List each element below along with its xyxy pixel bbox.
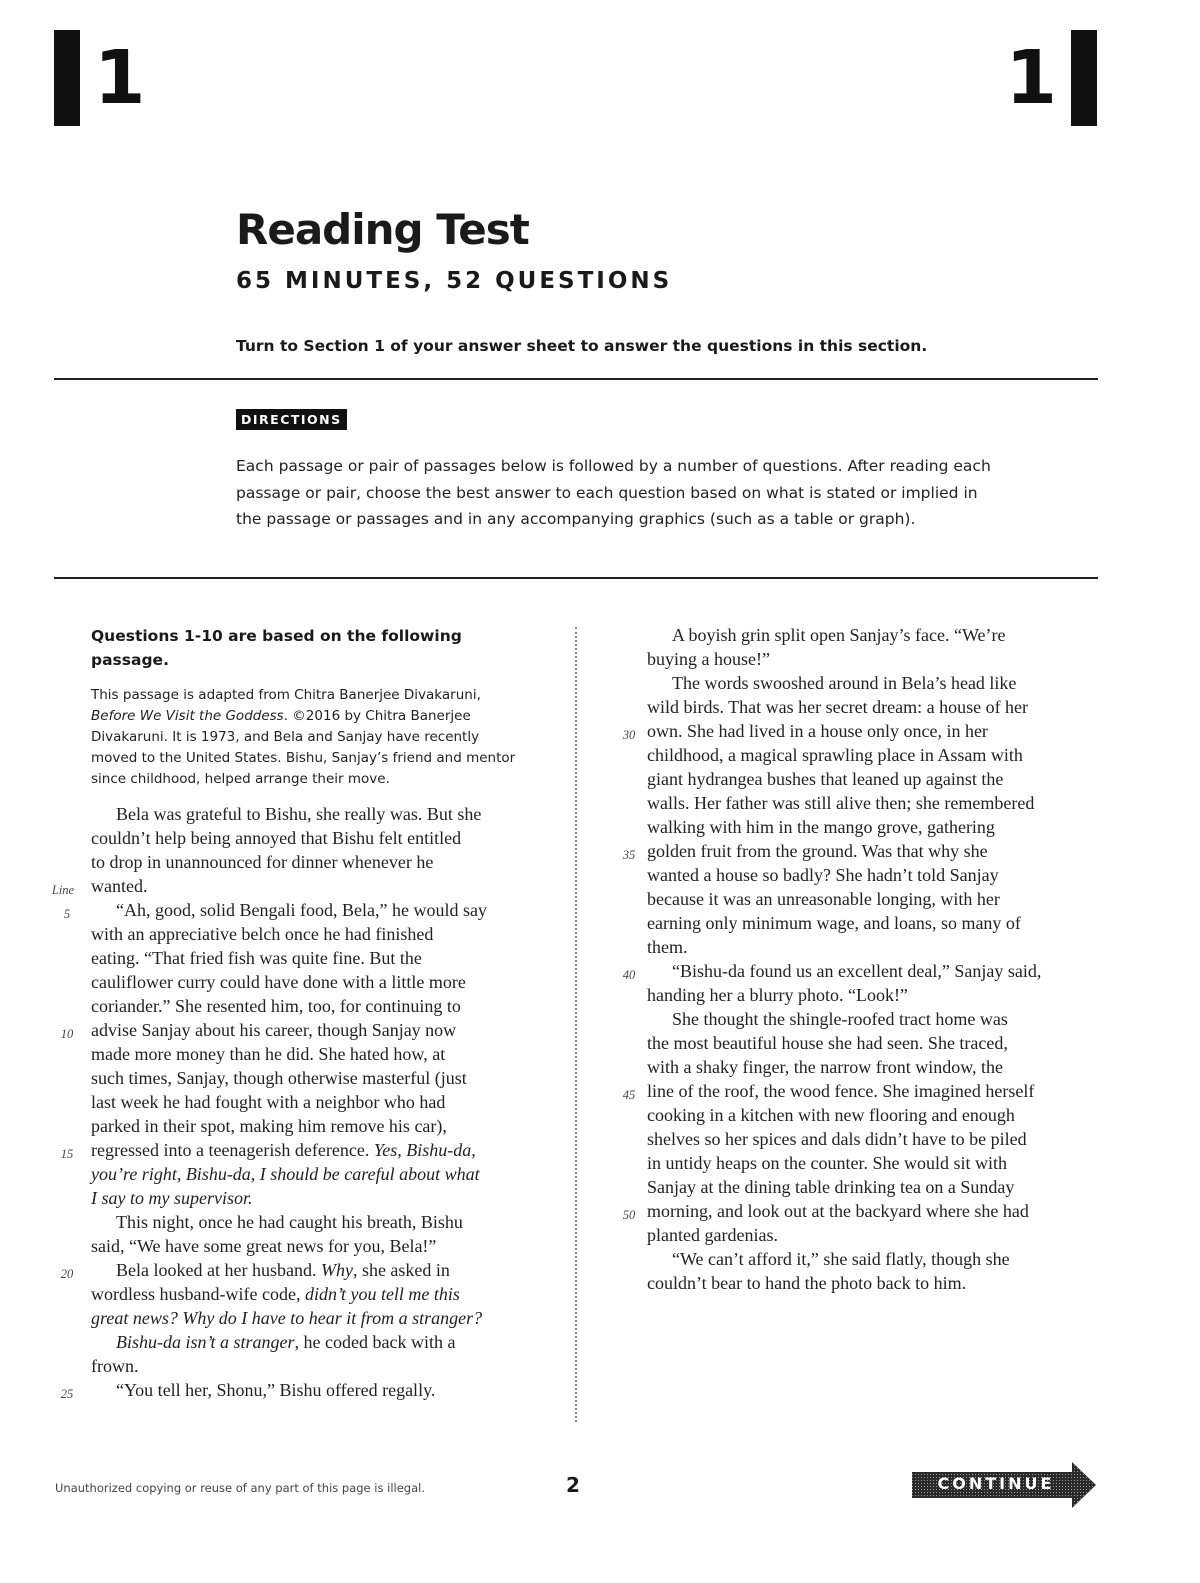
line-text: walls. Her father was still alive then; she remembered <box>647 793 1035 813</box>
line-text: golden fruit from the ground. Was that why she <box>647 841 988 861</box>
answer-sheet-instruction: Turn to Section 1 of your answer sheet to answer the questions in this section. <box>236 337 928 355</box>
passage-line <box>622 959 1107 983</box>
bottom-divider <box>54 577 1098 579</box>
line-number: 15 <box>60 1147 74 1161</box>
passage-line <box>647 1055 1107 1079</box>
passage-line <box>91 1210 551 1234</box>
line-text: said, “We have some great news for you, Bela!” <box>91 1236 437 1256</box>
source-text-before: This passage is adapted from Chitra Banerjee Divakaruni, <box>91 687 481 703</box>
passage-line <box>91 850 551 874</box>
section-bar-left <box>54 30 80 126</box>
passage-line <box>91 1234 551 1258</box>
passage-line <box>60 1138 551 1162</box>
line-text: The words swooshed around in Bela’s head like <box>672 673 1017 693</box>
passage-line <box>647 983 1107 1007</box>
line-text: wild birds. That was her secret dream: a house of her <box>647 697 1029 717</box>
line-text: Bela looked at her husband. <box>116 1260 321 1280</box>
passage-line <box>91 1282 551 1306</box>
continue-label: CONTINUE <box>937 1474 1055 1493</box>
section-bar-right <box>1071 30 1097 126</box>
section-marker-right <box>1006 30 1098 126</box>
line-text: last week he had fought with a neighbor who had <box>91 1092 446 1112</box>
passage-line <box>91 1186 551 1210</box>
line-text: with an appreciative belch once he had finished <box>91 924 434 944</box>
line-text: the most beautiful house she had seen. She traced, <box>647 1033 1008 1053</box>
passage-line <box>622 839 1107 863</box>
passage-line <box>622 719 1107 743</box>
passage-line <box>647 1151 1107 1175</box>
line-number: 45 <box>622 1088 636 1102</box>
line-text: , she asked in <box>352 1260 450 1280</box>
line-text: in untidy heaps on the counter. She would sit with <box>647 1153 1007 1173</box>
passage-line <box>647 1223 1107 1247</box>
passage-line <box>647 1247 1107 1271</box>
passage-line <box>647 767 1107 791</box>
line-number: 50 <box>622 1208 636 1222</box>
page-number: 2 <box>566 1473 580 1497</box>
line-text: childhood, a magical sprawling place in Assam with <box>647 745 1023 765</box>
test-timing: 65 MINUTES, 52 QUESTIONS <box>236 268 673 294</box>
line-text: coriander.” She resented him, too, for continuing to <box>91 996 461 1016</box>
passage-line <box>647 743 1107 767</box>
line-number: 35 <box>622 848 636 862</box>
line-text: giant hydrangea bushes that leaned up against the <box>647 769 1004 789</box>
passage-line <box>63 898 551 922</box>
passage-line <box>91 922 551 946</box>
passage-line <box>91 1306 551 1330</box>
line-italic-text: Bishu-da isn’t a stranger <box>116 1332 295 1352</box>
copyright-notice: Unauthorized copying or reuse of any part of this page is illegal. <box>55 1481 425 1495</box>
passage-line <box>647 1031 1107 1055</box>
line-text: buying a house!” <box>647 649 770 669</box>
line-text: She thought the shingle-roofed tract home was <box>672 1009 1008 1029</box>
line-text: , he coded back with a <box>294 1332 456 1352</box>
passage-line <box>647 911 1107 935</box>
source-book-title: Before We Visit the Goddess <box>91 708 284 724</box>
continue-arrow <box>912 1462 1096 1508</box>
passage-line <box>91 1330 551 1354</box>
line-text: “Ah, good, solid Bengali food, Bela,” he would say <box>116 900 487 920</box>
passage-line <box>622 1199 1107 1223</box>
line-text: Bela was grateful to Bishu, she really was. But she <box>116 804 482 824</box>
line-text: them. <box>647 937 688 957</box>
line-text: cooking in a kitchen with new flooring and enough <box>647 1105 1015 1125</box>
line-text: parked in their spot, making him remove his car), <box>91 1116 447 1136</box>
passage-line <box>51 874 551 898</box>
passage-line <box>647 1103 1107 1127</box>
line-text: to drop in unannounced for dinner whenever he <box>91 852 434 872</box>
passage-line <box>91 946 551 970</box>
passage-line <box>91 1042 551 1066</box>
section-marker-left <box>54 30 146 126</box>
passage-line <box>647 623 1107 647</box>
line-text: eating. “That fried fish was quite fine. But the <box>91 948 422 968</box>
passage-line <box>647 887 1107 911</box>
passage-line <box>647 647 1107 671</box>
line-text: wordless husband-wife code, <box>91 1284 305 1304</box>
line-text: morning, and look out at the backyard where she had <box>647 1201 1029 1221</box>
passage-column-right <box>622 623 1107 1295</box>
line-text: earning only minimum wage, and loans, so many of <box>647 913 1021 933</box>
passage-line <box>91 1066 551 1090</box>
passage-line <box>60 1378 551 1402</box>
passage-line <box>647 863 1107 887</box>
line-text: Sanjay at the dining table drinking tea on a Sunday <box>647 1177 1015 1197</box>
line-text: such times, Sanjay, though otherwise masterful (just <box>91 1068 467 1088</box>
line-number: 10 <box>60 1027 74 1041</box>
line-text: frown. <box>91 1356 139 1376</box>
line-text: couldn’t help being annoyed that Bishu felt entitled <box>91 828 462 848</box>
line-number: 25 <box>60 1387 74 1401</box>
passage-line <box>91 970 551 994</box>
line-marker-label: Line <box>51 883 75 897</box>
column-divider <box>575 627 577 1422</box>
line-text: “You tell her, Shonu,” Bishu offered regally. <box>116 1380 436 1400</box>
passage-line <box>647 1271 1107 1295</box>
line-text: handing her a blurry photo. “Look!” <box>647 985 908 1005</box>
line-text: with a shaky finger, the narrow front window, the <box>647 1057 1004 1077</box>
line-text: advise Sanjay about his career, though Sanjay now <box>91 1020 457 1040</box>
passage-line <box>647 1175 1107 1199</box>
line-number: 30 <box>622 728 636 742</box>
section-number-right: 1 <box>1005 35 1057 121</box>
line-italic-text: Why <box>320 1260 353 1280</box>
passage-line <box>647 695 1107 719</box>
line-italic-text: Yes, Bishu-da, <box>373 1140 476 1160</box>
line-text: couldn’t bear to hand the photo back to him. <box>647 1273 967 1293</box>
line-text: “We can’t afford it,” she said flatly, though she <box>672 1249 1010 1269</box>
line-italic-text: you’re right, Bishu-da, I should be careful about what <box>91 1164 480 1184</box>
line-text: walking with him in the mango grove, gathering <box>647 817 995 837</box>
line-text: wanted a house so badly? She hadn’t told Sanjay <box>647 865 999 885</box>
passage-line <box>647 1127 1107 1151</box>
passage-line <box>647 791 1107 815</box>
line-text: line of the roof, the wood fence. She imagined herself <box>647 1081 1035 1101</box>
passage-line <box>91 826 551 850</box>
source-text-after: . ©2016 by Chitra Banerjee Divakaruni. It is 1973, and Bela and Sanjay have recently moved to the United States. Bishu, Sanjay’s friend and mentor since childhood, helped arrange their move. <box>91 708 516 787</box>
passage-line <box>91 1090 551 1114</box>
questions-heading: Questions 1-10 are based on the following passage. <box>91 627 462 669</box>
passage-column-left <box>51 802 551 1402</box>
line-text: own. She had lived in a house only once, in her <box>647 721 988 741</box>
line-text: “Bishu-da found us an excellent deal,” Sanjay said, <box>672 961 1042 981</box>
page-title: Reading Test <box>236 205 529 254</box>
line-text: cauliflower curry could have done with a little more <box>91 972 466 992</box>
line-text: because it was an unreasonable longing, with her <box>647 889 1000 909</box>
passage-line <box>647 815 1107 839</box>
passage-line <box>91 802 551 826</box>
directions-label: DIRECTIONS <box>236 409 347 430</box>
line-text: A boyish grin split open Sanjay’s face. “We’re <box>672 625 1006 645</box>
passage-line <box>91 1114 551 1138</box>
line-text: made more money than he did. She hated how, at <box>91 1044 446 1064</box>
line-text: regressed into a teenagerish deference. <box>91 1140 374 1160</box>
passage-line <box>91 1162 551 1186</box>
line-number: 20 <box>60 1267 74 1281</box>
passage-line <box>91 994 551 1018</box>
line-text: planted gardenias. <box>647 1225 778 1245</box>
passage-line <box>60 1258 551 1282</box>
passage-line <box>647 1007 1107 1031</box>
section-number-left: 1 <box>94 35 146 121</box>
line-italic-text: great news? Why do I have to hear it from a stranger? <box>91 1308 483 1328</box>
passage-line <box>60 1018 551 1042</box>
directions-text: Each passage or pair of passages below is followed by a number of questions. After reading each passage or pair, choose the best answer to each question based on what is stated or implied in the passage or passages and in any accompanying graphics (such as a table or graph). <box>236 457 991 528</box>
passage-line <box>647 671 1107 695</box>
passage-line <box>647 935 1107 959</box>
line-italic-text: didn’t you tell me this <box>304 1284 460 1304</box>
line-text: wanted. <box>91 876 148 896</box>
line-italic-text: I say to my supervisor. <box>91 1188 253 1208</box>
line-text: shelves so her spices and dals didn’t have to be piled <box>647 1129 1027 1149</box>
passage-line <box>622 1079 1107 1103</box>
line-number: 40 <box>622 968 636 982</box>
passage-line <box>91 1354 551 1378</box>
line-number: 5 <box>63 907 71 921</box>
top-divider <box>54 378 1098 380</box>
line-text: This night, once he had caught his breath, Bishu <box>116 1212 463 1232</box>
passage-source-note <box>91 685 521 790</box>
